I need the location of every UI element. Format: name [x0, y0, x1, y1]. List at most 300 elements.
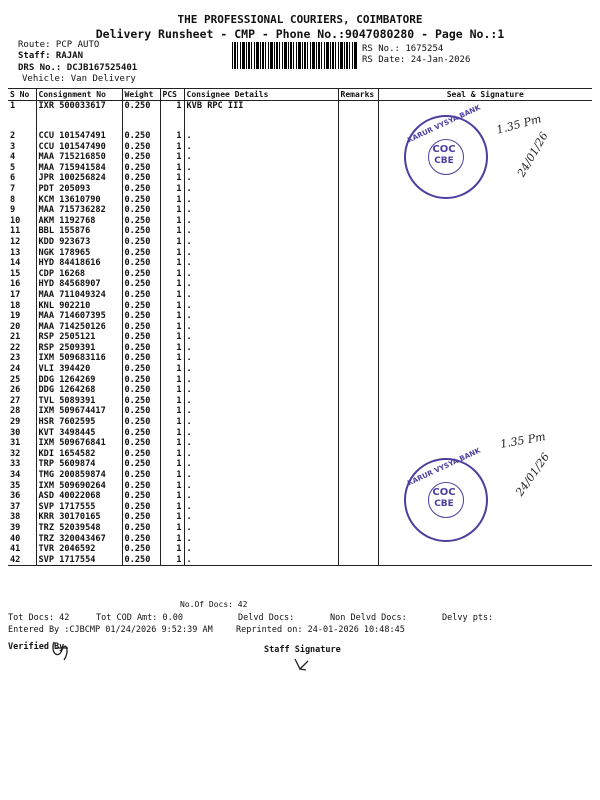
table-row	[8, 343, 592, 354]
row-consignee-details: .	[184, 269, 338, 280]
row-consignee-details: .	[184, 290, 338, 301]
row-consignee-details: .	[184, 364, 338, 375]
row-seal-signature	[378, 184, 592, 195]
row-consignee-details: .	[184, 163, 338, 174]
handwritten-time-2: 1.35 Pm	[499, 430, 547, 451]
row-sno: 6	[10, 173, 16, 184]
row-pcs: 1	[160, 322, 184, 333]
table-row	[8, 195, 592, 206]
company-name: THE PROFESSIONAL COURIERS, COIMBATORE	[177, 13, 423, 26]
row-consignee-details: .	[184, 131, 338, 142]
row-sno: 4	[10, 152, 16, 163]
row-remarks	[338, 353, 378, 364]
row-pcs: 1	[160, 428, 184, 439]
row-pcs: 1	[160, 205, 184, 216]
table-row	[8, 184, 592, 195]
row-remarks	[338, 248, 378, 259]
staff-label: Staff: RAJAN	[18, 51, 84, 61]
row-remarks	[338, 555, 378, 566]
delivery-points: Delvy pts:	[442, 613, 494, 623]
row-weight: 0.250	[122, 491, 160, 502]
row-seal-signature	[378, 301, 592, 312]
row-sno: 30	[10, 427, 21, 438]
row-consignee-details: .	[184, 237, 338, 248]
row-consignee-details: .	[184, 173, 338, 184]
row-seal-signature	[378, 226, 592, 237]
total-cod-amount: Tot COD Amt: 0.00	[96, 613, 183, 623]
verified-by-signature	[48, 638, 74, 664]
row-consignee-details: .	[184, 555, 338, 566]
row-sno: 13	[10, 247, 21, 258]
row-weight: 0.250	[122, 459, 160, 470]
table-row	[8, 417, 592, 428]
row-seal-signature	[378, 449, 592, 460]
col-header-seal: Seal & Signature	[378, 89, 592, 101]
barcode	[232, 42, 358, 69]
row-pcs: 1	[160, 248, 184, 259]
row-sno: 21	[10, 332, 21, 343]
row-remarks	[338, 173, 378, 184]
table-row	[8, 216, 592, 227]
row-pcs: 1	[160, 142, 184, 153]
row-consignee-details: .	[184, 406, 338, 417]
row-consignment-no: SVP 1717555	[36, 502, 122, 513]
row-remarks	[338, 226, 378, 237]
row-weight: 0.250	[122, 311, 160, 322]
row-sno: 12	[10, 236, 21, 247]
row-remarks	[338, 131, 378, 142]
table-row	[8, 226, 592, 237]
row-pcs: 1	[160, 512, 184, 523]
table-row	[8, 237, 592, 248]
row-consignment-no: KRR 30170165	[36, 512, 122, 523]
row-remarks	[338, 258, 378, 269]
row-weight: 0.250	[122, 470, 160, 481]
row-pcs: 1	[160, 311, 184, 322]
row-consignee-details: KVB RPC III	[184, 101, 338, 132]
row-remarks	[338, 152, 378, 163]
row-seal-signature	[378, 428, 592, 439]
stamp-bank-name-1: KARUR VYSYA BANK	[406, 103, 482, 145]
row-consignment-no: TMG 200859874	[36, 470, 122, 481]
row-sno: 3	[10, 141, 16, 152]
table-row	[8, 364, 592, 375]
row-seal-signature	[378, 544, 592, 555]
row-seal-signature	[378, 417, 592, 428]
row-sno: 9	[10, 205, 16, 216]
row-sno: 34	[10, 470, 21, 480]
row-consignee-details: .	[184, 279, 338, 290]
row-consignment-no: SVP 1717554	[36, 555, 122, 566]
row-sno: 39	[10, 522, 21, 533]
row-seal-signature	[378, 311, 592, 322]
row-pcs: 1	[160, 459, 184, 470]
table-row	[8, 534, 592, 545]
row-consignment-no: CCU 101547491	[36, 131, 122, 142]
row-consignment-no: IXM 509683116	[36, 353, 122, 364]
row-remarks	[338, 195, 378, 206]
row-weight: 0.250	[122, 523, 160, 534]
row-seal-signature	[378, 279, 592, 290]
row-weight: 0.250	[122, 279, 160, 290]
row-pcs: 1	[160, 481, 184, 492]
row-consignment-no: TRP 5609874	[36, 459, 122, 470]
row-sno: 8	[10, 194, 16, 205]
row-remarks	[338, 385, 378, 396]
row-remarks	[338, 417, 378, 428]
table-row	[8, 512, 592, 523]
row-seal-signature	[378, 396, 592, 407]
table-row	[8, 163, 592, 174]
row-sno: 18	[10, 300, 21, 311]
table-row	[8, 544, 592, 555]
entered-by: Entered By :CJBCMP 01/24/2026 9:52:39 AM	[8, 625, 213, 635]
row-consignment-no: CCU 101547490	[36, 142, 122, 153]
row-consignment-no: TRZ 52039548	[36, 523, 122, 534]
handwritten-date-1: 24/01/26	[514, 129, 551, 180]
row-consignee-details: .	[184, 142, 338, 153]
row-seal-signature	[378, 406, 592, 417]
row-seal-signature	[378, 353, 592, 364]
table-row	[8, 290, 592, 301]
row-weight: 0.250	[122, 301, 160, 312]
row-consignee-details: .	[184, 417, 338, 428]
row-consignment-no: KDD 923673	[36, 237, 122, 248]
row-remarks	[338, 502, 378, 513]
rs-number: RS No.: 1675254	[362, 44, 444, 54]
table-row	[8, 152, 592, 163]
row-weight: 0.250	[122, 343, 160, 354]
row-consignee-details: .	[184, 195, 338, 206]
row-sno: 15	[10, 268, 21, 279]
row-pcs: 1	[160, 555, 184, 566]
reprinted-on: Reprinted on: 24-01-2026 10:48:45	[236, 625, 405, 635]
table-header-row	[8, 89, 592, 101]
row-consignment-no: IXR 500033617	[36, 101, 122, 132]
row-seal-signature	[378, 258, 592, 269]
row-consignment-no: IXM 509674417	[36, 406, 122, 417]
row-pcs: 1	[160, 163, 184, 174]
row-remarks	[338, 205, 378, 216]
table-row	[8, 353, 592, 364]
row-consignment-no: KCM 13610790	[36, 195, 122, 206]
row-pcs: 1	[160, 544, 184, 555]
table-body	[8, 101, 592, 566]
row-consignment-no: ASD 40022068	[36, 491, 122, 502]
row-seal-signature	[378, 237, 592, 248]
table-row	[8, 396, 592, 407]
table-row	[8, 459, 592, 470]
row-pcs: 1	[160, 101, 184, 132]
row-sno: 2	[10, 131, 16, 141]
row-pcs: 1	[160, 237, 184, 248]
row-pcs: 1	[160, 173, 184, 184]
row-weight: 0.250	[122, 152, 160, 163]
row-seal-signature	[378, 343, 592, 354]
row-remarks	[338, 470, 378, 481]
row-sno: 27	[10, 395, 21, 406]
row-remarks	[338, 459, 378, 470]
row-weight: 0.250	[122, 449, 160, 460]
row-consignee-details: .	[184, 534, 338, 545]
table-row	[8, 491, 592, 502]
row-pcs: 1	[160, 184, 184, 195]
row-consignee-details: .	[184, 385, 338, 396]
staff-signature-label: Staff Signature	[264, 645, 341, 655]
row-consignment-no: TVR 2046592	[36, 544, 122, 555]
row-consignee-details: .	[184, 258, 338, 269]
row-pcs: 1	[160, 385, 184, 396]
row-weight: 0.250	[122, 163, 160, 174]
row-seal-signature	[378, 205, 592, 216]
row-seal-signature	[378, 216, 592, 227]
row-pcs: 1	[160, 438, 184, 449]
non-delivered-docs: Non Delvd Docs:	[330, 613, 407, 623]
row-consignee-details: .	[184, 248, 338, 259]
row-weight: 0.250	[122, 438, 160, 449]
row-weight: 0.250	[122, 290, 160, 301]
row-pcs: 1	[160, 502, 184, 513]
row-seal-signature	[378, 101, 592, 132]
row-sno: 31	[10, 438, 21, 449]
row-consignee-details: .	[184, 311, 338, 322]
row-remarks	[338, 428, 378, 439]
row-consignee-details: .	[184, 353, 338, 364]
row-consignment-no: DDG 1264269	[36, 375, 122, 386]
row-pcs: 1	[160, 449, 184, 460]
row-sno: 1	[10, 101, 16, 111]
table-row	[8, 555, 592, 566]
row-remarks	[338, 449, 378, 460]
row-consignment-no: JPR 100256824	[36, 173, 122, 184]
stamp-center-2b: CBE	[434, 499, 454, 509]
row-sno: 23	[10, 353, 21, 364]
row-pcs: 1	[160, 406, 184, 417]
row-pcs: 1	[160, 396, 184, 407]
delivered-docs: Delvd Docs:	[238, 613, 295, 623]
row-consignment-no: TVL 5089391	[36, 396, 122, 407]
row-consignment-no: CDP 16268	[36, 269, 122, 280]
row-consignee-details: .	[184, 470, 338, 481]
row-pcs: 1	[160, 216, 184, 227]
row-remarks	[338, 343, 378, 354]
col-header-weight: Weight	[122, 89, 160, 101]
row-weight: 0.250	[122, 248, 160, 259]
row-sno: 24	[10, 364, 21, 375]
row-consignee-details: .	[184, 502, 338, 513]
row-seal-signature	[378, 290, 592, 301]
row-remarks	[338, 311, 378, 322]
row-consignment-no: MAA 715736282	[36, 205, 122, 216]
row-seal-signature	[378, 555, 592, 566]
row-seal-signature	[378, 385, 592, 396]
row-remarks	[338, 481, 378, 492]
row-sno: 41	[10, 544, 21, 555]
row-pcs: 1	[160, 152, 184, 163]
row-weight: 0.250	[122, 269, 160, 280]
row-remarks	[338, 491, 378, 502]
row-pcs: 1	[160, 491, 184, 502]
table-row	[8, 481, 592, 492]
row-sno: 14	[10, 258, 21, 269]
stamp-center-1a: COC	[432, 144, 456, 155]
drs-number	[18, 63, 137, 73]
row-remarks	[338, 438, 378, 449]
col-header-pcs: PCS	[160, 89, 184, 101]
table-row	[8, 322, 592, 333]
row-remarks	[338, 290, 378, 301]
row-weight: 0.250	[122, 512, 160, 523]
row-consignee-details: .	[184, 205, 338, 216]
row-remarks	[338, 184, 378, 195]
row-seal-signature	[378, 322, 592, 333]
table-row	[8, 248, 592, 259]
row-weight: 0.250	[122, 364, 160, 375]
row-pcs: 1	[160, 279, 184, 290]
row-consignment-no: MAA 714250126	[36, 322, 122, 333]
row-seal-signature	[378, 534, 592, 545]
row-seal-signature	[378, 248, 592, 259]
row-remarks	[338, 301, 378, 312]
row-pcs: 1	[160, 332, 184, 343]
stamp-center-1b: CBE	[434, 156, 454, 166]
row-weight: 0.250	[122, 555, 160, 566]
table-row	[8, 332, 592, 343]
row-sno: 19	[10, 311, 21, 322]
row-weight: 0.250	[122, 131, 160, 142]
row-remarks	[338, 101, 378, 132]
row-weight: 0.250	[122, 502, 160, 513]
row-pcs: 1	[160, 534, 184, 545]
row-sno: 5	[10, 162, 16, 173]
row-seal-signature	[378, 459, 592, 470]
row-sno: 22	[10, 342, 21, 353]
row-sno: 10	[10, 215, 21, 226]
row-consignment-no: MAA 715216850	[36, 152, 122, 163]
row-pcs: 1	[160, 226, 184, 237]
table-row	[8, 142, 592, 153]
staff-signature-mark	[292, 655, 312, 673]
row-consignee-details: .	[184, 438, 338, 449]
row-weight: 0.250	[122, 142, 160, 153]
row-weight: 0.250	[122, 353, 160, 364]
table-row	[8, 301, 592, 312]
row-sno: 11	[10, 226, 21, 237]
row-sno: 26	[10, 385, 21, 396]
table-row	[8, 406, 592, 417]
row-remarks	[338, 279, 378, 290]
row-consignment-no: HYD 84568907	[36, 279, 122, 290]
row-consignment-no: MAA 714607395	[36, 311, 122, 322]
table-row	[8, 385, 592, 396]
row-seal-signature	[378, 332, 592, 343]
row-consignee-details: .	[184, 152, 338, 163]
table-row	[8, 470, 592, 481]
runsheet-table	[8, 88, 592, 566]
row-consignee-details: .	[184, 226, 338, 237]
table-row	[8, 173, 592, 184]
row-sno: 37	[10, 501, 21, 512]
row-sno: 36	[10, 491, 21, 502]
row-weight: 0.250	[122, 173, 160, 184]
row-consignee-details: .	[184, 322, 338, 333]
row-consignee-details: .	[184, 332, 338, 343]
row-consignment-no: HSR 7602595	[36, 417, 122, 428]
row-consignment-no: AKM 1192768	[36, 216, 122, 227]
row-sno: 40	[10, 533, 21, 544]
row-remarks	[338, 364, 378, 375]
row-consignee-details: .	[184, 459, 338, 470]
row-weight: 0.250	[122, 481, 160, 492]
row-consignment-no: KVT 3498445	[36, 428, 122, 439]
row-consignment-no: MAA 711049324	[36, 290, 122, 301]
row-consignment-no: TRZ 320043467	[36, 534, 122, 545]
row-weight: 0.250	[122, 237, 160, 248]
row-consignee-details: .	[184, 184, 338, 195]
row-consignee-details: .	[184, 491, 338, 502]
row-pcs: 1	[160, 523, 184, 534]
row-sno: 32	[10, 448, 21, 459]
row-consignment-no: RSP 2505121	[36, 332, 122, 343]
row-consignment-no: DDG 1264268	[36, 385, 122, 396]
row-consignment-no: KDI 1654582	[36, 449, 122, 460]
row-weight: 0.250	[122, 428, 160, 439]
row-weight: 0.250	[122, 258, 160, 269]
rs-date: RS Date: 24-Jan-2026	[362, 55, 471, 65]
row-sno: 7	[10, 183, 16, 194]
row-pcs: 1	[160, 195, 184, 206]
table-row	[8, 258, 592, 269]
row-weight: 0.250	[122, 101, 160, 132]
table-row	[8, 375, 592, 386]
row-consignee-details: .	[184, 396, 338, 407]
row-consignee-details: .	[184, 512, 338, 523]
row-remarks	[338, 544, 378, 555]
row-seal-signature	[378, 438, 592, 449]
table-row	[8, 502, 592, 513]
row-pcs: 1	[160, 375, 184, 386]
row-weight: 0.250	[122, 396, 160, 407]
row-seal-signature	[378, 375, 592, 386]
table-row	[8, 523, 592, 534]
row-consignment-no: IXM 509676841	[36, 438, 122, 449]
row-remarks	[338, 375, 378, 386]
row-consignment-no: MAA 715941584	[36, 163, 122, 174]
row-remarks	[338, 163, 378, 174]
row-sno: 28	[10, 406, 21, 417]
row-pcs: 1	[160, 417, 184, 428]
row-weight: 0.250	[122, 544, 160, 555]
row-consignee-details: .	[184, 375, 338, 386]
row-weight: 0.250	[122, 184, 160, 195]
row-seal-signature	[378, 364, 592, 375]
row-sno: 35	[10, 480, 21, 491]
row-remarks	[338, 216, 378, 227]
row-consignment-no: VLI 394420	[36, 364, 122, 375]
col-header-consignment: Consignment No	[36, 89, 122, 101]
row-remarks	[338, 512, 378, 523]
row-consignee-details: .	[184, 449, 338, 460]
col-header-consignee: Consignee Details	[184, 89, 338, 101]
row-consignment-no: RSP 2509391	[36, 343, 122, 354]
row-pcs: 1	[160, 258, 184, 269]
row-pcs: 1	[160, 364, 184, 375]
row-weight: 0.250	[122, 332, 160, 343]
row-remarks	[338, 523, 378, 534]
row-weight: 0.250	[122, 534, 160, 545]
table-row	[8, 311, 592, 322]
row-consignment-no: HYD 84418616	[36, 258, 122, 269]
